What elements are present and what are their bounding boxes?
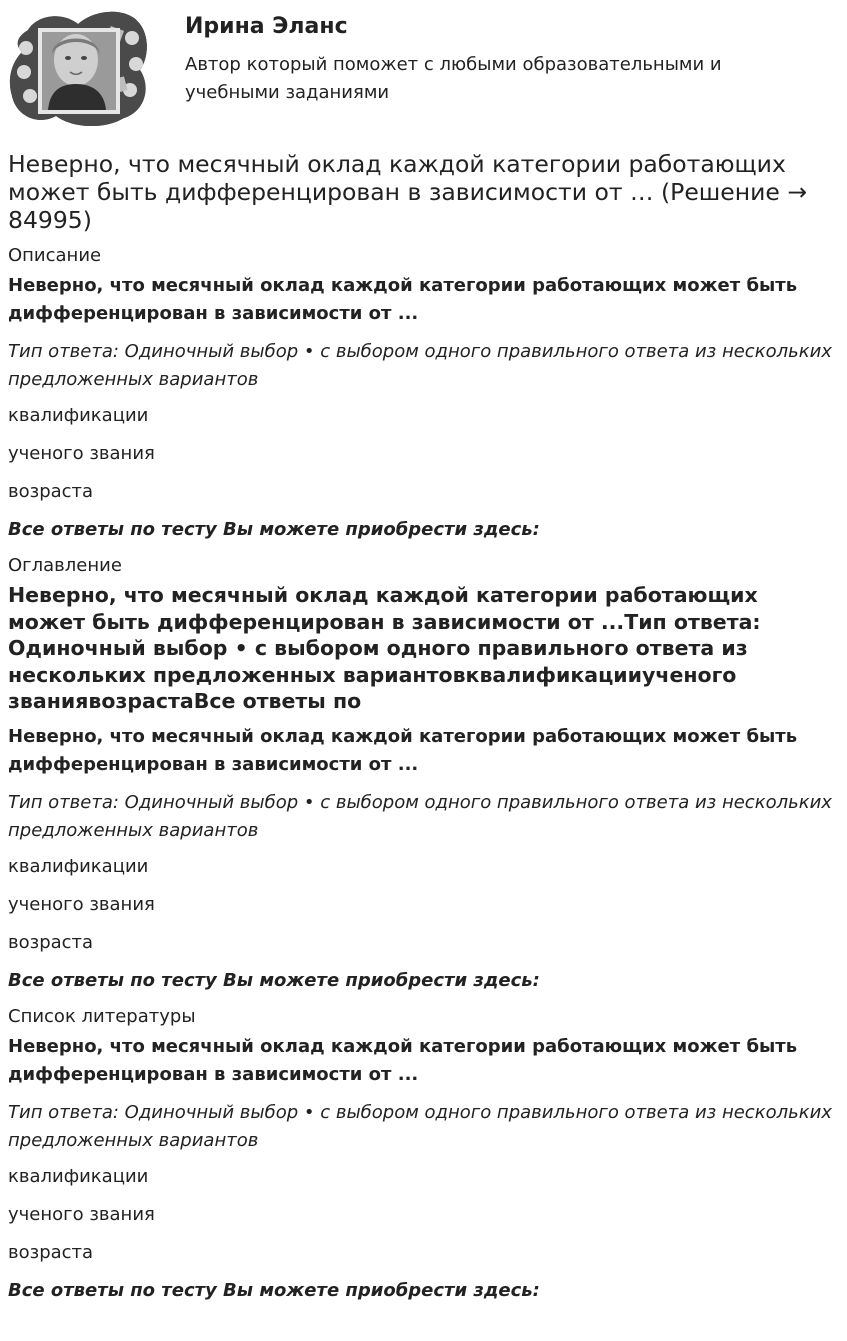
answer-option: квалификации xyxy=(8,1165,149,1187)
question-text: Неверно, что месячный оклад каждой категории работающих может быть дифференцирован в зависимости от ... xyxy=(8,1035,798,1085)
section-label-toc: Оглавление xyxy=(8,555,122,576)
answer-type: Тип ответа: Одиночный выбор • с выбором одного правильного ответа из нескольких предложенных вариантов xyxy=(8,791,832,841)
answer-type: Тип ответа: Одиночный выбор • с выбором одного правильного ответа из нескольких предложенных вариантов xyxy=(8,1101,832,1151)
toc-section xyxy=(8,554,839,993)
author-avatar xyxy=(8,8,150,128)
section-label-references: Список литературы xyxy=(8,1005,196,1027)
answer-type: Тип ответа: Одиночный выбор • с выбором одного правильного ответа из нескольких предложенных вариантов xyxy=(8,341,832,390)
answer-option: возраста xyxy=(8,931,94,953)
answer-option: квалификации xyxy=(8,855,149,877)
question-text: Неверно, что месячный оклад каждой категории работающих может быть дифференцирован в зависимости от ... xyxy=(8,725,798,775)
purchase-note: Все ответы по тесту Вы можете приобрести здесь: xyxy=(8,519,540,540)
author-description: Автор который поможет с любыми образовательными и учебными заданиями xyxy=(185,54,722,103)
main-content xyxy=(8,150,839,1315)
author-name: Ирина Эланс xyxy=(185,14,348,39)
answer-option: ученого звания xyxy=(8,893,155,915)
purchase-note: Все ответы по тесту Вы можете приобрести здесь: xyxy=(8,1279,540,1301)
references-section xyxy=(8,1005,839,1303)
answer-option: возраста xyxy=(8,481,94,502)
purchase-note: Все ответы по тесту Вы можете приобрести здесь: xyxy=(8,969,540,991)
answer-option: ученого звания xyxy=(8,1203,155,1225)
question-text: Неверно, что месячный оклад каждой категории работающих может быть дифференцирован в зависимости от ... xyxy=(8,275,798,324)
author-card xyxy=(8,8,839,128)
toc-heading: Неверно, что месячный оклад каждой категории работающих может быть дифференцирован в зависимости от ...Тип ответа: Одиночный выбор • с выбором одного правильного ответа из нескольких предложенных вариантовквалификацииученого званиявозрастаВсе ответы по xyxy=(8,583,761,713)
answer-option: квалификации xyxy=(8,405,149,426)
answer-option: возраста xyxy=(8,1241,94,1263)
answer-option: ученого звания xyxy=(8,443,155,464)
section-label-description: Описание xyxy=(8,245,102,266)
description-section xyxy=(8,244,839,542)
page-title: Неверно, что месячный оклад каждой категории работающих может быть дифференцирован в зависимости от … (Решение → 84995) xyxy=(8,150,808,234)
